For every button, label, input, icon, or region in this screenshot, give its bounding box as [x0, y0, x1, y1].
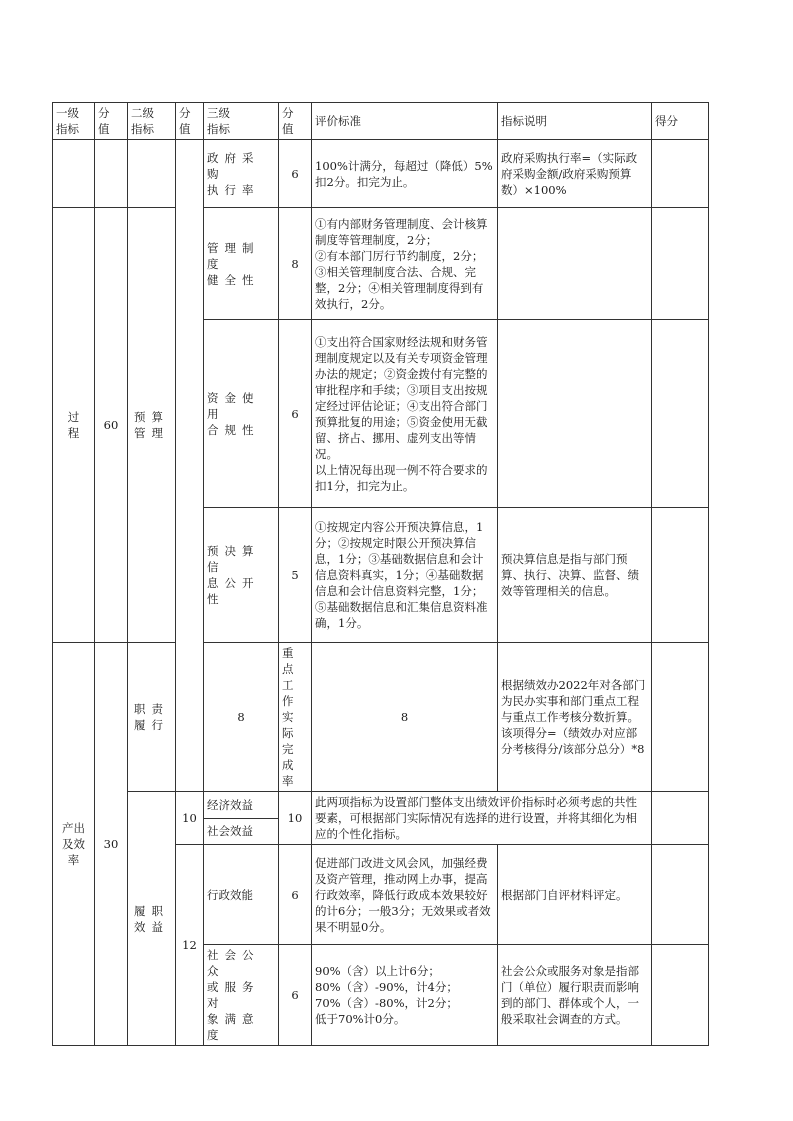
header-description: 指标说明: [498, 103, 652, 140]
indicator-fund-compliance: 资金使用 合规性: [204, 320, 279, 508]
obtained-score: [652, 945, 709, 1046]
table-row: [53, 208, 709, 320]
indicator-score: 6: [279, 945, 312, 1046]
description-text: 根据部门自评材料评定。: [498, 845, 652, 945]
header-score3: 分 值: [279, 103, 312, 140]
level2-budget-management: 预算 管理: [128, 208, 176, 643]
indicator-score: 5: [279, 508, 312, 643]
level2-score: 8: [204, 643, 279, 792]
level1-score: 30: [95, 643, 128, 1046]
indicator-admin-efficiency: 行政效能: [204, 845, 279, 945]
indicator-disclosure: 预决算信 息公开性: [204, 508, 279, 643]
combined-note: 此两项指标为设置部门整体支出绩效评价指标时必须考虑的共性要素，可根据部门实际情况有选择的进行设置，并将其细化为相应的个性化指标。: [312, 792, 652, 845]
criteria-text: 促进部门改进文风会风，加强经费及资产管理，推动网上办事，提高行政效率，降低行政成本效果较好的计6分；一般3分；无效果或者效果不明显0分。: [312, 845, 498, 945]
header-obtained: 得分: [652, 103, 709, 140]
table-row: [53, 792, 709, 819]
obtained-score: [652, 320, 709, 508]
level2-duty: 职责 履行: [128, 643, 176, 792]
indicator-satisfaction: 社会公众 或服务对 象满意度: [204, 945, 279, 1046]
criteria-text: ①有内部财务管理制度、会计核算制度等管理制度，2分； ②有本部门厉行节约制度，2分； ③相关管理制度合法、合规、完整，2分；④相关管理制度得到有效执行，2分。: [312, 208, 498, 320]
level1-score: 60: [95, 208, 128, 643]
header-score1: 分 值: [95, 103, 128, 140]
empty-cell: [53, 140, 95, 208]
description-text: 政府采购执行率=（实际政府采购金额/政府采购预算数）×100%: [498, 140, 652, 208]
header-level1: 一级 指标: [53, 103, 95, 140]
header-criteria: 评价标准: [312, 103, 498, 140]
description-text: [498, 208, 652, 320]
empty-cell: [176, 140, 204, 792]
empty-cell: [95, 140, 128, 208]
criteria-text: 根据绩效办2022年对各部门为民办实事和部门重点工程与重点工作考核分数折算。 该项得分=（绩效办对应部分考核得分/该部分总分）*8: [498, 643, 652, 792]
evaluation-table: [52, 102, 709, 1046]
description-text: [652, 643, 709, 792]
level1-output: 产出 及效 率: [53, 643, 95, 1046]
obtained-score: [652, 508, 709, 643]
table-row: [53, 643, 709, 792]
level1-process: 过 程: [53, 208, 95, 643]
header-row: [53, 103, 709, 140]
indicator-key-work: 重点工作 实际完成 率: [279, 643, 312, 792]
indicator-economic: 经济效益: [204, 792, 279, 819]
description-text: 预决算信息是指与部门预算、执行、决算、监督、绩效等管理相关的信息。: [498, 508, 652, 643]
indicator-system-soundness: 管理制度 健全性: [204, 208, 279, 320]
criteria-text: 90%（含）以上计6分； 80%（含）-90%，计4分； 70%（含）-80%，计2分； 低于70%计0分。: [312, 945, 498, 1046]
level2-score: 10: [176, 792, 204, 845]
obtained-score: [652, 792, 709, 845]
indicator-score: 6: [279, 845, 312, 945]
table-row: [53, 140, 709, 208]
description-text: 社会公众或服务对象是指部门（单位）履行职责而影响到的部门、群体或个人，一般采取社会调查的方式。: [498, 945, 652, 1046]
obtained-score: [652, 140, 709, 208]
indicator-score: 8: [312, 643, 498, 792]
level2-score: 12: [176, 845, 204, 1046]
indicator-score: 10: [279, 792, 312, 845]
criteria-text: 100%计满分，每超过（降低）5%扣2分。扣完为止。: [312, 140, 498, 208]
indicator-score: 6: [279, 140, 312, 208]
header-score2: 分 值: [176, 103, 204, 140]
criteria-text: ①支出符合国家财经法规和财务管理制度规定以及有关专项资金管理办法的规定；②资金拨付有完整的审批程序和手续；③项目支出按规定经过评估论证；④支出符合部门预算批复的用途；⑤资金使用无截留、挤占、挪用、虚列支出等情况。 以上情况每出现一例不符合要求的扣1分，扣完为止。: [312, 320, 498, 508]
header-level2: 二级 指标: [128, 103, 176, 140]
description-text: [498, 320, 652, 508]
indicator-social: 社会效益: [204, 818, 279, 845]
obtained-score: [652, 845, 709, 945]
indicator-procurement-rate: 政府采购 执行率: [204, 140, 279, 208]
level2-benefit: 履职 效益: [128, 792, 176, 1046]
empty-cell: [128, 140, 176, 208]
criteria-text: ①按规定内容公开预决算信息，1分；②按规定时限公开预决算信息，1分；③基础数据信息和会计信息资料真实，1分；④基础数据信息和会计信息资料完整，1分；⑤基础数据信息和汇集信息资料准确，1分。: [312, 508, 498, 643]
obtained-score: [652, 208, 709, 320]
indicator-score: 6: [279, 320, 312, 508]
header-level3: 三级 指标: [204, 103, 279, 140]
indicator-score: 8: [279, 208, 312, 320]
